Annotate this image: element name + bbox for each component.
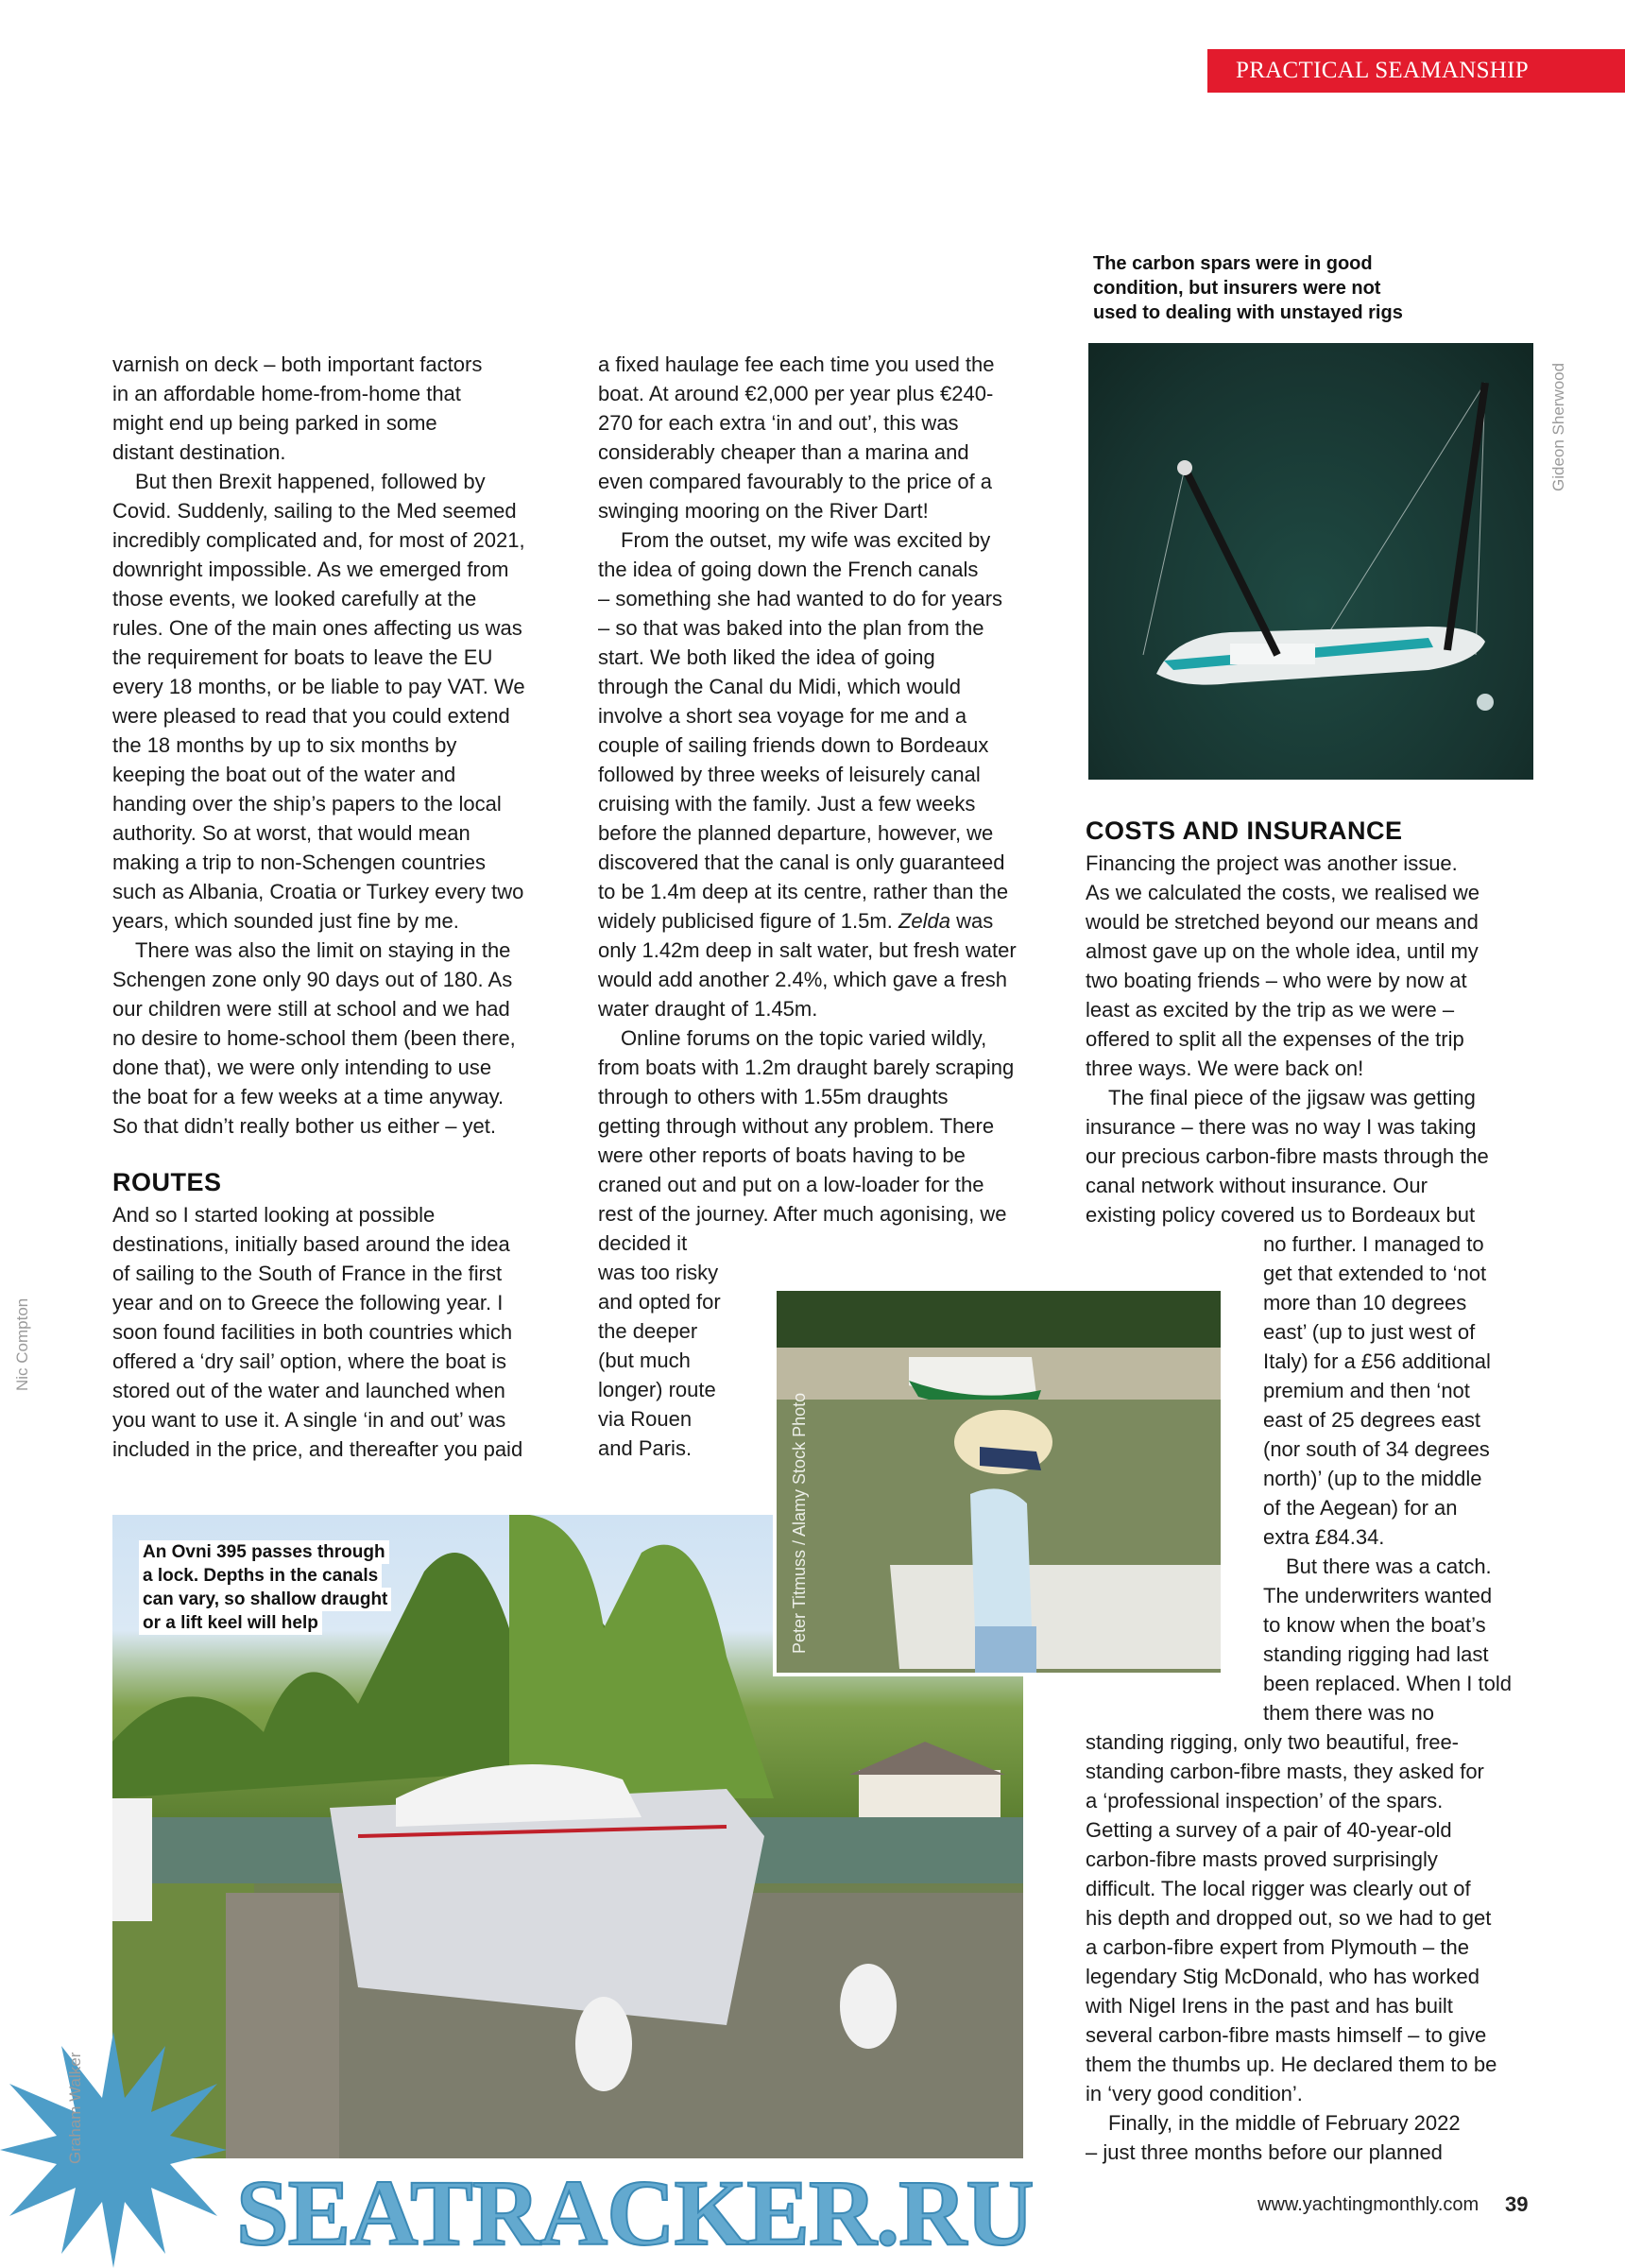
text-run: offered a ‘dry sail’ option, where the boat is [112,1349,507,1373]
text-line [598,701,1017,730]
text-line [598,789,1017,818]
canal-girl-photo [773,1287,1224,1676]
body-column-1 [112,350,525,1141]
text-line [1263,1288,1512,1317]
text-line [112,467,525,496]
text-line [598,994,1017,1023]
text-run: getting through without any problem. There [598,1114,995,1138]
text-run: the 18 months by up to six months by [112,733,457,757]
text-line [112,438,525,467]
text-line [598,965,1017,994]
text-run: rest of the journey. After much agonising, we [598,1202,1007,1226]
text-line [598,848,1017,877]
yacht-aerial-illustration [1088,343,1533,780]
text-run: of sailing to the South of France in the first [112,1262,503,1285]
text-run: two boating friends – who were by now at [1086,969,1467,992]
text-run: included in the price, and thereafter you paid [112,1437,523,1461]
text-run: our children were still at school and we had [112,997,510,1021]
text-run: through the Canal du Midi, which would [598,675,962,698]
text-run: legendary Stig McDonald, who has worked [1086,1965,1480,1988]
text-run: destinations, initially based around the idea [112,1232,510,1256]
text-line [1263,1229,1512,1259]
text-line [1086,1142,1489,1171]
text-run: rules. One of the main ones affecting us was [112,616,522,640]
text-line [1086,1083,1489,1112]
caption-line: An Ovni 395 passes through [139,1540,389,1564]
text-line [1086,966,1489,995]
text-run: handing over the ship’s papers to the local [112,792,502,816]
text-line [112,818,525,848]
text-line [1086,1024,1489,1054]
text-line [112,525,525,555]
text-line [1086,995,1489,1024]
text-line [1263,1405,1512,1435]
text-line [1263,1347,1512,1376]
caption-line: used to dealing with unstayed rigs [1093,302,1403,323]
text-run: As we calculated the costs, we realised we [1086,881,1480,904]
text-run: from boats with 1.2m draught barely scraping [598,1056,1015,1079]
text-line [598,1082,1017,1111]
text-run: followed by three weeks of leisurely canal [598,763,981,786]
text-run: considerably cheaper than a marina and [598,440,969,464]
text-run: boat. At around €2,000 per year plus €240- [598,382,994,405]
text-line [1086,1991,1497,2020]
text-line [1263,1493,1512,1522]
text-run: widely publicised figure of 1.5m. [598,909,898,933]
text-run: Covid. Suddenly, sailing to the Med seemed [112,499,517,523]
text-line [1086,1845,1497,1874]
text-line [1086,2079,1497,2108]
text-line [598,496,1017,525]
boat-name: Zelda [898,909,950,933]
text-run: them there was no [1263,1701,1434,1725]
text-line [112,1053,525,1082]
text-run: before the planned departure, however, we [598,821,994,845]
text-run: his depth and dropped out, so we had to get [1086,1906,1492,1930]
text-run: And so I started looking at possible [112,1203,436,1227]
text-run: least as excited by the trip as we were – [1086,998,1455,1022]
section-title: PRACTICAL SEAMANSHIP [1236,58,1529,83]
page-number: 39 [1505,2192,1529,2216]
text-run: But then Brexit happened, followed by [135,470,486,493]
text-run: Finally, in the middle of February 2022 [1108,2111,1461,2135]
text-line [1086,1054,1489,1083]
text-run: them the thumbs up. He declared them to be [1086,2053,1497,2076]
text-run: authority. So at worst, that would mean [112,821,470,845]
text-run: insurance – there was no way I was taking [1086,1115,1477,1139]
text-line [598,1170,1017,1199]
text-run: keeping the boat out of the water and [112,763,456,786]
text-line [1086,1171,1489,1200]
text-run: to be 1.4m deep at its centre, rather than the [598,880,1009,903]
aerial-yacht-photo [1088,343,1533,780]
text-run: swinging mooring on the River Dart! [598,499,929,523]
text-line [598,672,1017,701]
text-run: east’ (up to just west of [1263,1320,1476,1344]
text-run: longer) route [598,1378,716,1401]
text-line [598,613,1017,643]
text-line [1086,849,1489,878]
text-run: Getting a survey of a pair of 40-year-old [1086,1818,1452,1842]
text-run: (but much [598,1349,691,1372]
text-line [112,643,525,672]
text-line [112,1347,522,1376]
text-line [598,936,1017,965]
text-run: were pleased to read that you could extend [112,704,510,728]
text-run: through to others with 1.55m draughts [598,1085,949,1108]
text-line [1086,1933,1497,1962]
text-line [598,1228,1017,1258]
text-run: – just three months before our planned [1086,2140,1443,2164]
text-run: stored out of the water and launched when [112,1379,505,1402]
body-column-3 [1086,849,1489,1229]
text-run: and opted for [598,1290,721,1314]
text-line [598,525,1017,555]
text-run: year and on to Greece the following year. I [112,1291,504,1314]
text-line [598,438,1017,467]
text-run: distant destination. [112,440,286,464]
text-run: From the outset, my wife was excited by [621,528,991,552]
text-line [112,936,525,965]
text-line [1263,1698,1512,1727]
text-run: three ways. We were back on! [1086,1057,1364,1080]
text-line [1086,1815,1497,1845]
text-line [598,408,1017,438]
text-run: start. We both liked the idea of going [598,645,935,669]
text-run: more than 10 degrees [1263,1291,1467,1314]
text-run: standing rigging had last [1263,1642,1489,1666]
text-line [1086,2138,1497,2167]
text-run: were other reports of boats having to be [598,1143,966,1167]
text-line [1086,907,1489,936]
text-run: discovered that the canal is only guaranteed [598,850,1005,874]
canal-scene-illustration [777,1291,1221,1673]
text-line [112,848,525,877]
text-line [598,1199,1017,1228]
text-run: incredibly complicated and, for most of 2021, [112,528,525,552]
text-run: the deeper [598,1319,698,1343]
text-line [598,584,1017,613]
text-line [112,877,525,906]
text-run: Italy) for a £56 additional [1263,1349,1491,1373]
text-run: 270 for each extra ‘in and out’, this was [598,411,959,435]
text-line [598,1053,1017,1082]
photo-credit: Graham Walker [66,2052,84,2164]
text-line [112,1317,522,1347]
body-column-3-wrap [1263,1229,1512,1727]
text-line [112,496,525,525]
text-line [112,760,525,789]
body-column-3-end [1086,1727,1497,2167]
text-run: offered to split all the expenses of the trip [1086,1027,1464,1051]
text-run: of the Aegean) for an [1263,1496,1458,1520]
text-run: every 18 months, or be liable to pay VAT. We [112,675,525,698]
text-run: the requirement for boats to leave the EU [112,645,493,669]
text-line [112,1376,522,1405]
text-run: no further. I managed to [1263,1232,1484,1256]
text-line [1086,1903,1497,1933]
text-run: get that extended to ‘not [1263,1262,1487,1285]
text-run: no desire to home-school them (been there, [112,1026,516,1050]
text-line [1086,1757,1497,1786]
text-run: a carbon-fibre expert from Plymouth – the [1086,1935,1469,1959]
text-line [112,1288,522,1317]
text-line [1263,1581,1512,1610]
text-run: several carbon-fibre masts himself – to give [1086,2023,1487,2047]
text-line [112,1023,525,1053]
text-line [1263,1669,1512,1698]
text-run: canal network without insurance. Our [1086,1174,1428,1197]
text-run: even compared favourably to the price of a [598,470,993,493]
text-line [1086,2108,1497,2138]
text-line [1086,1112,1489,1142]
caption-line: or a lift keel will help [139,1611,322,1635]
text-line [1263,1640,1512,1669]
text-line [598,350,1017,379]
text-line [598,1023,1017,1053]
text-run: done that), we were only intending to use [112,1056,492,1079]
text-run: years, which sounded just fine by me. [112,909,459,933]
text-line [1086,1874,1497,1903]
text-line [112,1111,525,1141]
caption-line: can vary, so shallow draught [139,1588,391,1611]
text-line [112,1082,525,1111]
text-line [1263,1522,1512,1552]
starburst-watermark-icon [0,2032,227,2268]
caption-line: The carbon spars were in good [1093,253,1373,274]
text-run: making a trip to non-Schengen countries [112,850,487,874]
text-line [1086,1962,1497,1991]
text-run: couple of sailing friends down to Bordeaux [598,733,989,757]
watermark-text: SEATRACKER.RU [236,2160,1034,2265]
text-run: been replaced. When I told [1263,1672,1512,1695]
text-run: extra £84.34. [1263,1525,1385,1549]
text-run: standing carbon-fibre masts, they asked for [1086,1760,1484,1783]
text-line [112,584,525,613]
text-run: (nor south of 34 degrees [1263,1437,1490,1461]
text-line [598,906,1017,936]
side-credit: Nic Compton [13,1297,31,1391]
text-run: downright impossible. As we emerged from [112,558,509,581]
text-run: soon found facilities in both countries which [112,1320,513,1344]
text-run: with Nigel Irens in the past and has built [1086,1994,1453,2018]
text-run: The final piece of the jigsaw was getting [1108,1086,1476,1109]
text-line [112,789,525,818]
text-line [1086,1786,1497,1815]
text-line [112,672,525,701]
text-line [112,1259,522,1288]
text-line [112,613,525,643]
text-run: But there was a catch. [1286,1555,1492,1578]
text-line [1086,936,1489,966]
text-run: – so that was baked into the plan from the [598,616,984,640]
text-run: would add another 2.4%, which gave a fresh [598,968,1007,991]
text-run: was [949,909,994,933]
text-line [1086,2020,1497,2050]
text-line [1263,1376,1512,1405]
text-run: carbon-fibre masts proved surprisingly [1086,1847,1438,1871]
body-column-1-routes [112,1200,522,1464]
text-run: a fixed haulage fee each time you used the [598,352,995,376]
text-line [112,730,525,760]
text-line [598,1111,1017,1141]
aerial-photo-caption [1093,251,1403,325]
photo-credit: Peter Titmuss / Alamy Stock Photo [790,1392,809,1654]
text-line [598,467,1017,496]
text-run: the idea of going down the French canals [598,558,979,581]
text-run: those events, we looked carefully at the [112,587,477,610]
heading-routes: ROUTES [112,1168,222,1196]
text-run: you want to use it. A single ‘in and out’ was [112,1408,506,1432]
text-run: varnish on deck – both important factors [112,352,483,376]
text-line [598,877,1017,906]
text-run: only 1.42m deep in salt water, but fresh water [598,938,1017,962]
text-run: cruising with the family. Just a few weeks [598,792,976,816]
text-line [1263,1610,1512,1640]
text-line [112,965,525,994]
text-line [112,408,525,438]
text-run: – something she had wanted to do for years [598,587,1003,610]
text-line [598,643,1017,672]
text-run: was too risky [598,1261,719,1284]
text-run: via Rouen [598,1407,693,1431]
text-run: and Paris. [598,1436,693,1460]
text-run: involve a short sea voyage for me and a [598,704,967,728]
text-line [112,1435,522,1464]
text-run: premium and then ‘not [1263,1379,1470,1402]
text-line [598,760,1017,789]
text-line [1086,2050,1497,2079]
text-line [1263,1259,1512,1288]
text-run: standing rigging, only two beautiful, free- [1086,1730,1460,1754]
text-run: existing policy covered us to Bordeaux but [1086,1203,1476,1227]
text-line [1263,1464,1512,1493]
text-line [1086,878,1489,907]
text-line [598,555,1017,584]
text-run: So that didn’t really bother us either – yet. [112,1114,497,1138]
text-run: Financing the project was another issue. [1086,851,1458,875]
text-run: craned out and put on a low-loader for the [598,1173,984,1196]
text-line [112,994,525,1023]
text-run: to know when the boat’s [1263,1613,1486,1637]
text-line [112,701,525,730]
text-run: The underwriters wanted [1263,1584,1493,1607]
text-run: water draught of 1.45m. [598,997,818,1021]
text-line [112,379,525,408]
caption-line: condition, but insurers were not [1093,278,1381,299]
text-line [1263,1552,1512,1581]
text-line [1263,1435,1512,1464]
text-run: would be stretched beyond our means and [1086,910,1479,934]
text-run: Online forums on the topic varied wildly, [621,1026,987,1050]
text-run: the boat for a few weeks at a time anyway. [112,1085,505,1108]
text-line [112,1200,522,1229]
text-line [598,1141,1017,1170]
text-run: Schengen zone only 90 days out of 180. As [112,968,513,991]
text-run: such as Albania, Croatia or Turkey every two [112,880,524,903]
text-run: might end up being parked in some [112,411,437,435]
heading-costs-insurance: COSTS AND INSURANCE [1086,816,1403,845]
text-line [1086,1200,1489,1229]
photo-credit: Gideon Sherwood [1549,362,1567,491]
text-line [1086,1727,1497,1757]
text-line [112,555,525,584]
text-run: a ‘professional inspection’ of the spars. [1086,1789,1444,1813]
text-run: in ‘very good condition’. [1086,2082,1303,2105]
footer-url[interactable]: www.yachtingmonthly.com [1257,2194,1480,2215]
text-run: north)’ (up to the middle [1263,1467,1482,1490]
text-line [112,350,525,379]
text-run: almost gave up on the whole idea, until my [1086,939,1479,963]
text-line [598,1258,1017,1287]
text-run: in an affordable home-from-home that [112,382,461,405]
text-line [112,1405,522,1435]
text-run: decided it [598,1231,688,1255]
section-banner [1207,49,1625,93]
text-line [598,379,1017,408]
text-run: east of 25 degrees east [1263,1408,1480,1432]
text-line [598,818,1017,848]
text-line [112,906,525,936]
text-run: difficult. The local rigger was clearly out of [1086,1877,1471,1900]
text-run: our precious carbon-fibre masts through the [1086,1144,1489,1168]
text-run: There was also the limit on staying in the [135,938,511,962]
lock-photo-caption [139,1540,391,1635]
text-line [112,1229,522,1259]
text-line [598,730,1017,760]
caption-line: a lock. Depths in the canals [139,1564,382,1588]
text-line [1263,1317,1512,1347]
